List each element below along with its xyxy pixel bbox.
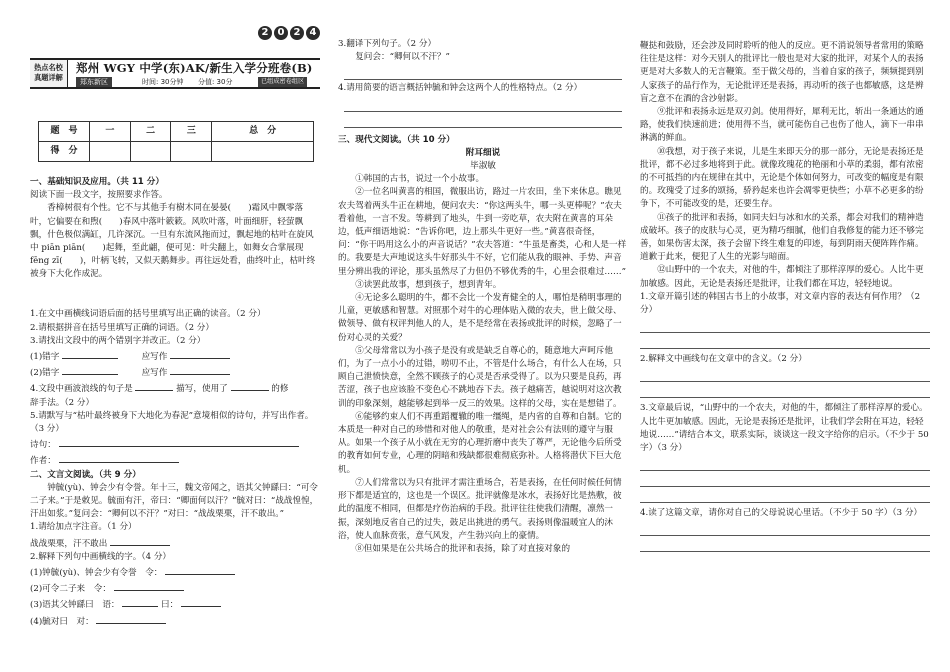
reading-q1: 1.文章开篇引述的韩国古书上的小故事，对文章内容的表达有何作用？（2 分） [640, 291, 921, 316]
c2c-text: (3)语其父钟繇曰 语： [30, 600, 120, 611]
q3a-label: (1)错字 [30, 352, 60, 363]
question-2: 2.请根据拼音在括号里填写正确的词语。（2 分） [30, 322, 214, 333]
article-paragraph: ④无论多么聪明的牛，都不会比一个发育健全的人，哪怕是稍明事理的儿童，更敏感和智慧。对照那个对牛的心理体贴入微的农夫，世上做父母、做领导、做有权评判他人的人，是不是经常在表扬或批评的时候，忽略了一份对心灵的关爱？ [338, 293, 622, 343]
question-3b [30, 364, 320, 380]
instruction: 阅读下面一段文字，按照要求作答。 [30, 190, 168, 201]
answer-blank[interactable] [165, 564, 235, 575]
header-bar [30, 58, 320, 89]
c2b-text: (2)可令二子来 令： [30, 584, 111, 595]
classical-q2c [30, 596, 320, 612]
score-cell: 得 分 [39, 142, 90, 162]
answer-blank[interactable] [114, 580, 184, 591]
classical-q2a [30, 564, 320, 580]
article-author: 毕淑敏 [470, 161, 496, 172]
exam-title: 郑州 WGY 中学(东)AK/新生入学分班卷(B) [76, 61, 313, 75]
question-3: 3.请找出文段中的两个错别字并改正。（2 分） [30, 335, 206, 346]
year-badge [258, 26, 320, 40]
classical-q1-line [30, 535, 320, 551]
answer-blank[interactable] [122, 596, 158, 607]
article-paragraph: ②一位名叫黄喜的相国，微服出访，路过一片农田，坐下来休息。瞧见农夫驾着两头牛正在耕地，便问农夫：“你这两头牛，哪一头更棒呢？”农夫看着他，一言不发。等耕到了地头，牛到一旁吃草，农夫附在黄喜的耳朵边，低声细语地说：“告诉你吧，边上那头牛更好一些。”黄喜很奇怪，问：“你干吗用这么小的声音说话？”农夫答道：“牛虽是畜类，心和人是一样的。我要是大声地说这头牛好那头牛不好，它们能从我的眼神、手势、声音里分辨出我的评论，那头虽然尽了力但仍不够优秀的牛，心里会很难过……” [338, 187, 627, 277]
article-paragraph: ⑫山野中的一个农夫，对他的牛，都倾注了那样淳厚的爱心。人比牛更加敏感。因此，无论是表扬还是批评，让我们都在耳边，轻轻地说。 [640, 265, 924, 289]
year-digit: 2 [258, 26, 272, 40]
score-cell: 三 [171, 122, 212, 142]
answer-line[interactable] [640, 487, 930, 503]
article-paragraph: ⑦人们常常以为只有批评才需注重场合，若是表扬，在任何时候任何情形下都是适宜的，这也是一个误区。批评就像是冰水，表扬好比是热敷，彼此的温度不相同，但都是疗伤治病的手段。批评往往使我们清醒，凛然一振，深刻地反省自己的过失，鼓足出挑进的勇气。表扬则像温暖宜人的沐浴，使人血脉贲张，意气风发，产生勃兴向上的豪情。 [338, 477, 622, 541]
article-paragraph: ⑤父母常常以为小孩子是没有或是缺乏自尊心的，随意地大声呵斥他们，为了一点小小的过错，唠叨不止，不管是什么场合，有什么人在场，只顾自己泄愤快意，全然不顾孩子的心灵是否承受得了。以为只要是良药，再苦涩，孩子也应该脸不变色心不跳地吞下去。孩子越痛苦，越说明对这次教训的印象深刻，越能够起到举一反三的效果。这样的父母，实在是想错了。 [338, 345, 622, 409]
c2d-text: (4)毓对曰 对： [30, 616, 94, 627]
c2c-text2: 曰： [161, 600, 179, 611]
classical-q1-text: 战战栗栗，汗不敢出 [30, 538, 108, 549]
score-cell: 题 号 [39, 122, 90, 142]
answer-line[interactable] [640, 366, 930, 382]
article-paragraph: ①韩国的古书，说过一个小故事。 [355, 174, 485, 185]
answer-line[interactable] [640, 333, 930, 349]
q3b-correct-label: 应写作 [141, 368, 168, 379]
q4-pre: 4.文段中画波浪线的句子是 [30, 384, 133, 395]
article-paragraph: ⑧但如果是在公共场合的批评和表扬，除了对直接对象的 [355, 543, 571, 554]
q3b-label: (2)错字 [30, 368, 60, 379]
col3-body [640, 40, 930, 552]
column-middle [338, 0, 628, 672]
answer-blank[interactable] [96, 613, 166, 624]
passage: 香樟树很有个性。它不与其他手有樹木同在晏晏( )霜风中飘零落叶，它偏要在和煦( )春风中落叶簌簌。风吹叶落，叶面细肝，轻萤飘飘，什色极似满缸，几许深沉。一旦有东流风拖而过，飘起地的枯叶在旋风中 piān piān( )起舞，至此翩，便可见：叶尖翻上，如舞女合掌展现 fēng zī( )，叶柄飞转，又似天鹅舞步。再往远处看，曲终叶止，枯叶终被身下大化作成泥。 [30, 203, 316, 280]
year-digit: 2 [290, 26, 304, 40]
classical-q2: 2.解释下列句中画横线的字。（4 分） [30, 551, 172, 562]
region-tag: 郑东新区 [76, 77, 112, 87]
year-digit: 4 [306, 26, 320, 40]
exam-meta [142, 77, 232, 87]
score-cell: 一 [90, 122, 131, 142]
question-4 [30, 380, 320, 396]
section2-title: 二、文言文阅读。（共 9 分） [30, 469, 141, 480]
score-cell: 二 [130, 122, 171, 142]
q4-mid: 描写，使用了 [176, 384, 228, 395]
article-paragraph: ⑪孩子的批评和表扬，如同夫妇与冰和水的关系，都会对我们的精神造成破坏。孩子的皮肤与心灵，更为精巧细腻，他们自我修复的能力还不够完善，如果伤害太深，孩子会留下终生难复的印迹，每到阴雨天便阵阵作痛。道歉于此来，便犯了人生的光影与暗面。 [640, 212, 924, 263]
column-left [30, 0, 320, 672]
question-1: 1.在文中画横线词语后面的括号里填写出正确的读音。（2 分） [30, 309, 266, 320]
classical-q2d [30, 613, 320, 629]
q5-poem-label: 诗句： [30, 440, 56, 451]
column-right [640, 0, 930, 672]
article-paragraph: ③读罢此故事，想到孩子，想到青年。 [355, 279, 502, 290]
answer-blank[interactable] [62, 364, 118, 375]
article-paragraph: 鞭挞和鼓励，还会涉及同时聆听的他人的反应。更不消说领导者常用的策略往往是这样：对今天别人的批评比一般也是对大家的批评，对某个人的表扬更是对大多数人的无言鞭策。至于做父母的，当着自家的孩子，频频提到别人家孩子的品行作为，无论批评还是表扬，再动听的孩子也都敏感，这是辨盲之意不在酒的含沙射影。 [640, 41, 924, 104]
question-3a [30, 348, 320, 364]
score-table [38, 121, 314, 162]
answer-line[interactable] [640, 317, 930, 333]
year-digit: 0 [274, 26, 288, 40]
classical-q2b [30, 580, 320, 596]
hot-label [30, 60, 68, 87]
score-input-cell[interactable] [130, 142, 171, 162]
classical-q4: 4.请用简要的语言概括钟毓和钟会这两个人的性格特点。（2 分） [338, 83, 583, 94]
score-input-cell[interactable] [212, 142, 314, 162]
article-paragraph: ⑩我想，对于孩子来说，儿是生来即天分的那一部分，无论是表扬还是批评，都不必过多地将到于此。就像玫瑰花的艳丽和小草的柔弱，都有浓密的不可抵挡的内在规律在其中，无论是个体如何努力，可改变的幅度是有限的。玫瑰受了过多的颂扬，骄矜起来也许会凋零更快些；小草不必更多的纷争下，不可能改变的是，还要生存。 [640, 146, 924, 210]
answer-line[interactable] [640, 382, 930, 398]
col2-body [338, 38, 628, 556]
score-input-cell[interactable] [171, 142, 212, 162]
section1-title: 一、基础知识及应用。（共 11 分） [30, 177, 164, 187]
score-table-header-row [39, 122, 314, 142]
reading-q2: 2.解释文中画线句在文章中的含义。（2 分） [640, 354, 807, 365]
classical-q3-sentence: 复问会：“卿何以不汗？” [355, 52, 450, 63]
answer-blank[interactable] [135, 380, 173, 391]
answer-blank[interactable] [59, 436, 299, 447]
answer-blank[interactable] [231, 380, 269, 391]
article-paragraph: ⑨批评和表扬永远是双刃剑。使用得好，犀利无比，斩出一条通达的通路，使我们快速前进；使用得不当，就可能伤自己也伤了他人，滴下一串串淋漓的鲜血。 [640, 107, 924, 144]
reading-q4: 4.读了这篇文章，请你对自己的父母说说心里话。（不少于 50 字）（3 分） [640, 508, 923, 519]
score-table-score-row [39, 142, 314, 162]
question-5: 5.请默写与“枯叶最终被身下大地化为春泥”意境相似的诗句，并写出作者。（3 分） [30, 410, 314, 435]
q5-poem-line [30, 436, 320, 452]
answer-line[interactable] [344, 96, 622, 112]
reading-q3: 3.文章最后说，“山野中的一个农夫，对他的牛，都倾注了那样淳厚的爱心。人比牛更加敏感。因此，无论是表扬还是批评，让我们学会附在耳边，轻轻地说……”请结合本文，联系实际，谈谈这一段文字给你的启示。（不少于 50 字）（3 分） [640, 403, 929, 454]
section3-title: 三、现代文阅读。（共 10 分） [338, 134, 455, 145]
exam-header [30, 27, 320, 98]
q5-author-label: 作者： [30, 456, 56, 467]
q4-post: 的修 [271, 384, 289, 395]
answer-line[interactable] [640, 471, 930, 487]
exam-score: 分值: 30分 [197, 78, 233, 86]
answer-line[interactable] [640, 455, 930, 471]
answer-line[interactable] [344, 112, 622, 128]
answer-line[interactable] [640, 520, 930, 536]
c2a-text: (1)钟毓(yù)、钟会少有令誉 令： [30, 568, 163, 579]
version-tag: 已组成密卷组区 [258, 77, 307, 87]
answer-blank[interactable] [59, 452, 179, 463]
score-cell: 总 分 [212, 122, 314, 142]
answer-line[interactable] [640, 536, 930, 552]
answer-line[interactable] [344, 64, 622, 80]
classical-q1: 1.请给加点字注音。（1 分） [30, 522, 137, 533]
question-4-end: 辞手法。（2 分） [30, 397, 95, 408]
q3a-correct-label: 应写作 [141, 352, 168, 363]
answer-blank[interactable] [181, 596, 221, 607]
answer-blank[interactable] [62, 348, 118, 359]
exam-time: 时间: 30分钟 [142, 78, 184, 86]
answer-blank[interactable] [110, 535, 170, 546]
article-paragraph: ⑥能够约束人们不再重蹈覆辙的唯一缰绳，是内省的自尊和自制。它的本质是一种对自己的珍惜和对他人的敬重，是对社会公有法则的遵守与服从。如果一个孩子从小就在无穷的心理折磨中丧失了尊严，无论他今后所受的教育如何专业，心理的阴暗和残缺都很难彻底弥补。人格将潜伏下巨大危机。 [338, 411, 622, 475]
classical-q3: 3.翻译下列句子。（2 分） [338, 39, 437, 49]
score-input-cell[interactable] [90, 142, 131, 162]
hot-label-line1: 热点名校 [34, 63, 63, 72]
answer-blank[interactable] [170, 364, 230, 375]
hot-label-line2: 真题详解 [34, 73, 63, 82]
section-basic-knowledge [30, 176, 320, 629]
answer-blank[interactable] [170, 348, 230, 359]
classical-passage: 钟毓(yù)、钟会少有令誉。年十三，魏文帝闻之，语其父钟繇曰：“可令二子来。”于是敕见。毓面有汗，帝曰：“卿面何以汗？”毓对曰：“战战惶惶，汗出如浆。”复问会：“卿何以不汗？”对曰：“战战栗栗，汗不敢出。” [30, 482, 319, 520]
q5-author-line [30, 452, 320, 468]
article-title: 附耳细说 [465, 147, 501, 158]
